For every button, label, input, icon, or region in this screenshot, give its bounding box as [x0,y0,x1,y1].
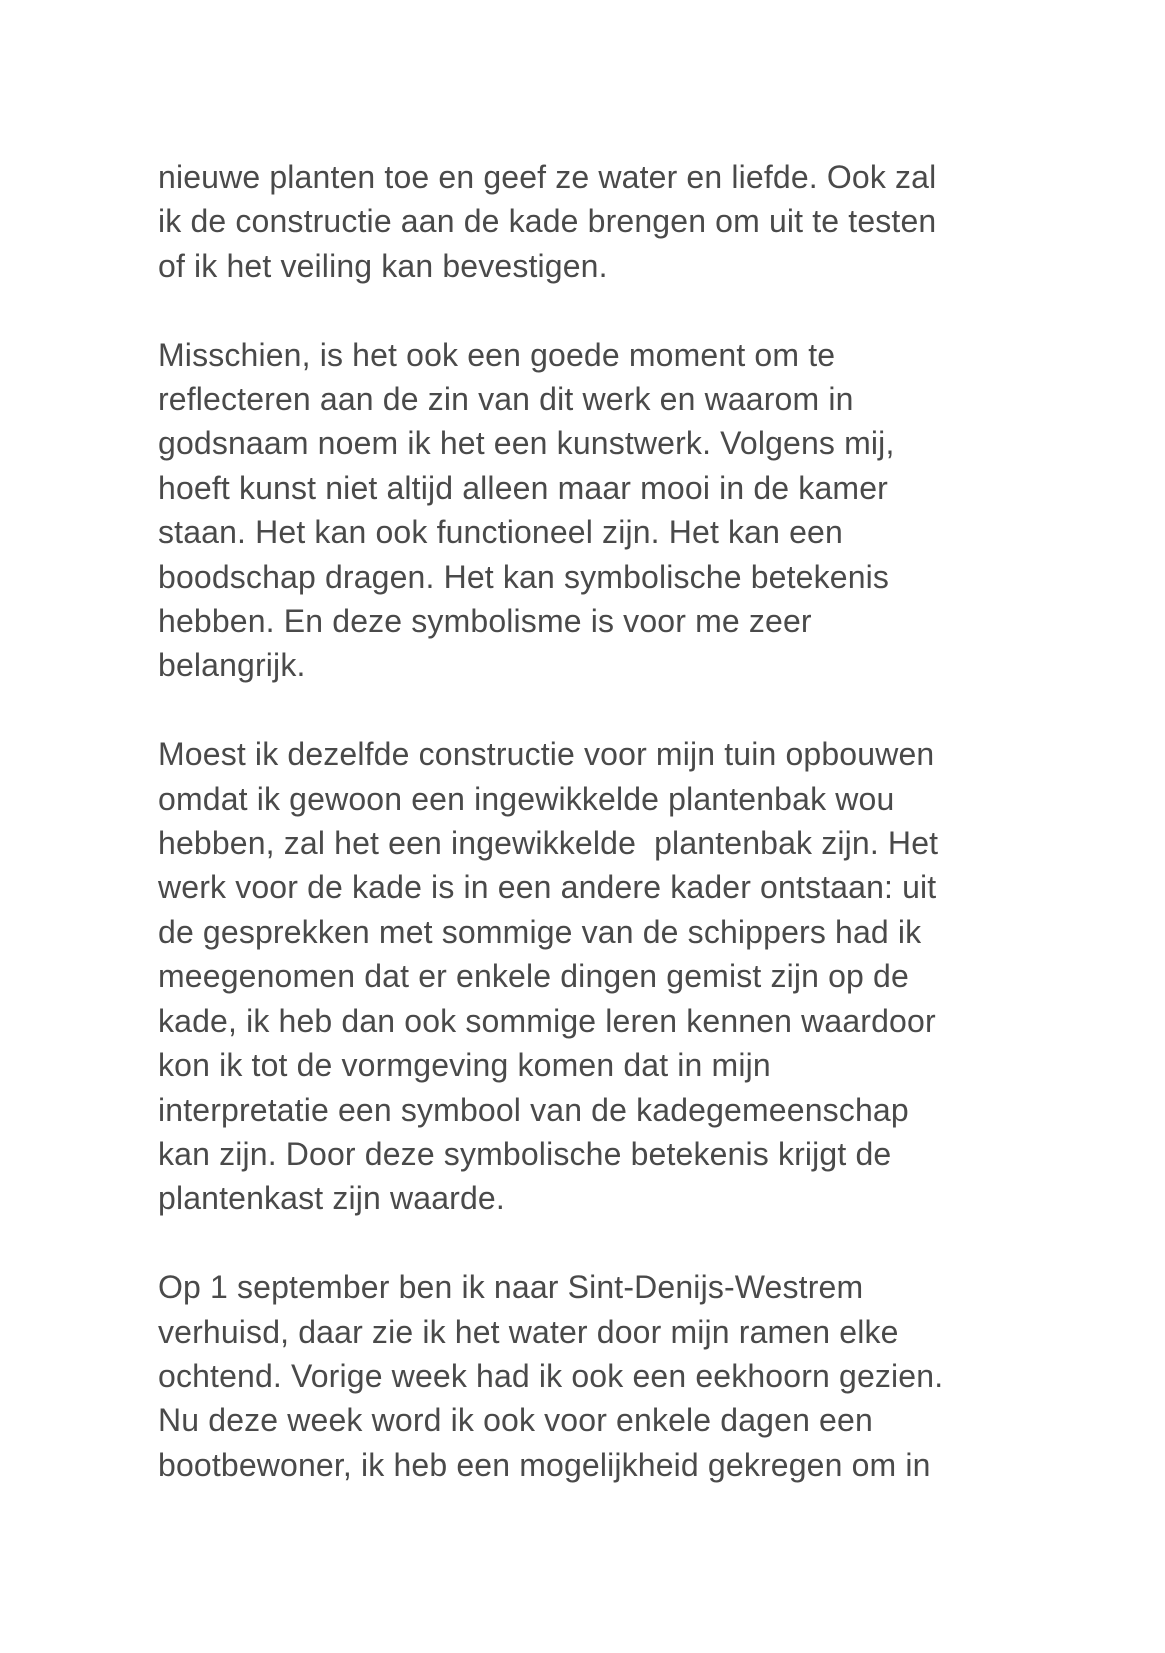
text-line: reflecteren aan de zin van dit werk en waarom in [158,381,854,418]
text-line: de gesprekken met sommige van de schippers had ik [158,913,922,950]
body-text [158,155,1038,1532]
text-line: Moest ik dezelfde constructie voor mijn tuin opbouwen [158,736,935,773]
text-line: hebben. En deze symbolisme is voor me zeer [158,603,812,640]
text-line: werk voor de kade is in een andere kader ontstaan: uit [158,869,937,906]
paragraph-3 [158,732,1038,1220]
text-line: omdat ik gewoon een ingewikkelde plantenbak wou [158,780,895,817]
text-line: kon ik tot de vormgeving komen dat in mijn [158,1047,771,1084]
text-line: Nu deze week word ik ook voor enkele dagen een [158,1402,873,1439]
text-line: boodschap dragen. Het kan symbolische betekenis [158,558,890,595]
text-line: bootbewoner, ik heb een mogelijkheid gekregen om in [158,1446,931,1483]
text-line: ochtend. Vorige week had ik ook een eekhoorn gezien. [158,1357,944,1394]
text-line: ik de constructie aan de kade brengen om uit te testen [158,203,937,240]
text-line: of ik het veiling kan bevestigen. [158,247,608,284]
text-line: godsnaam noem ik het een kunstwerk. Volgens mij, [158,425,895,462]
text-line: belangrijk. [158,647,306,684]
text-line: kan zijn. Door deze symbolische betekenis krijgt de [158,1135,892,1172]
text-line: Op 1 september ben ik naar Sint-Denijs-Westrem [158,1269,864,1306]
paragraph-1 [158,155,1038,288]
text-line: nieuwe planten toe en geef ze water en liefde. Ook zal [158,159,937,195]
text-line: meegenomen dat er enkele dingen gemist zijn op de [158,958,909,995]
text-line: staan. Het kan ook functioneel zijn. Het kan een [158,514,843,551]
text-line: hebben, zal het een ingewikkelde plantenbak zijn. Het [158,825,939,862]
text-line: plantenkast zijn waarde. [158,1180,505,1217]
text-line: hoeft kunst niet altijd alleen maar mooi in de kamer [158,469,888,506]
paragraph-2 [158,333,1038,688]
text-line: interpretatie een symbool van de kadegemeenschap [158,1091,909,1128]
text-line: verhuisd, daar zie ik het water door mijn ramen elke [158,1313,899,1350]
paragraph-4 [158,1265,1038,1487]
text-line: kade, ik heb dan ook sommige leren kennen waardoor [158,1002,936,1039]
text-line: Misschien, is het ook een goede moment om te [158,336,836,373]
